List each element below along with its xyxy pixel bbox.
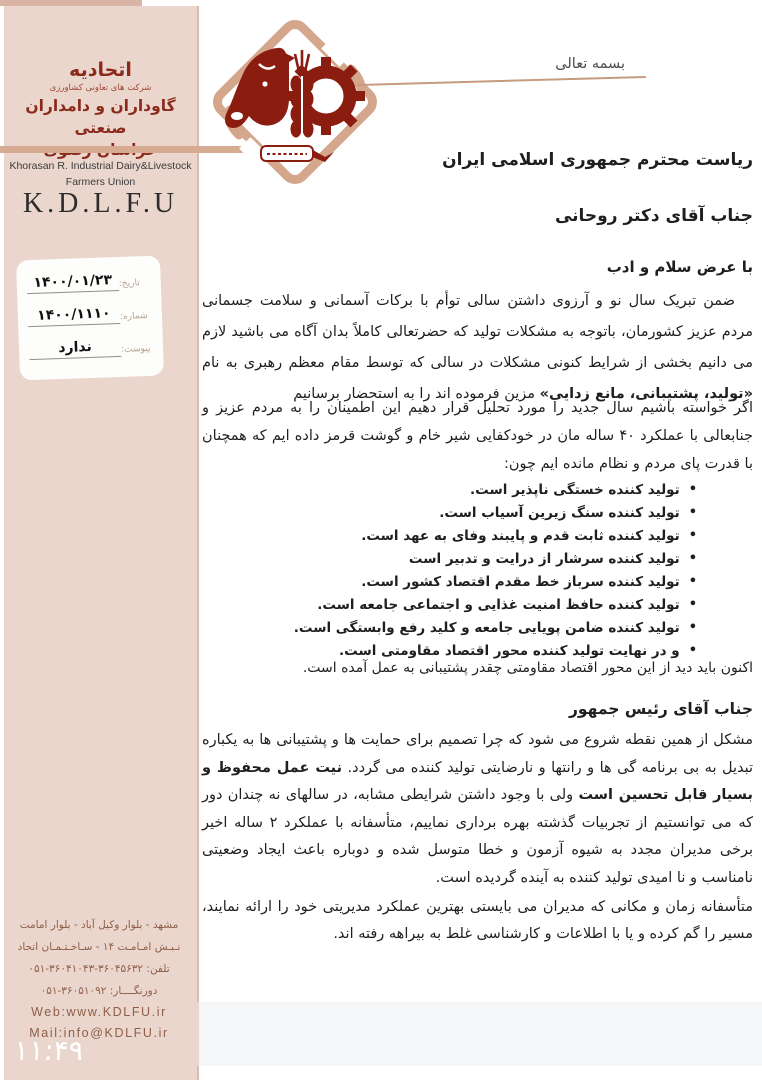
list-item — [202, 478, 697, 501]
contact-block — [6, 914, 192, 1044]
bullet-icon: • — [688, 643, 697, 658]
cow-head-icon — [225, 48, 295, 128]
paragraph-4-bold: نیت عمل محفوظ و بسیار قابل تحسین است — [202, 759, 753, 803]
list-item-text: و در نهایت تولید کننده محور اقتصاد مقاومتی است. — [339, 642, 680, 659]
recipient-title: ریاست محترم جمهوری اسلامی ایران — [442, 150, 753, 170]
paragraph-4-text: مشکل از همین نقطه شروع می شود که چرا تصمیم برای حمایت ها و پشتیبانی ها به یکباره تبدیل به بی برنامه گی ها و رانتها و نارضایتی تولید کننده می گردد. — [202, 732, 754, 776]
basmala-text: بسمه تعالی — [555, 56, 625, 72]
phone-label: تلفن: — [146, 963, 170, 975]
list-item-text: تولید کننده سنگ زیرین آسیاب است. — [439, 504, 680, 521]
list-item-text: تولید کننده سرباز خط مقدم اقتصاد کشور است. — [361, 573, 680, 590]
fax-number: ۰۵۱-۳۶۰۵۱۰۹۲ — [40, 985, 107, 997]
bullet-icon: • — [688, 620, 697, 635]
wheat-icon — [291, 50, 314, 138]
paragraph-5: متأسفانه زمان و مکانی که مدیران می بایستی بهترین عملکرد مدیریتی خود را ارائه نمایند، مسیر را گم کرده و یا با اطلاعات و کارشناسی غلط به بیراهه رفته اند. — [202, 899, 753, 942]
paragraph-1-tail: مزین فرموده اند را به استحضار برسانیم — [293, 386, 540, 402]
list-item-text: تولید کننده ثابت قدم و پایبند وفای به عهد است. — [361, 527, 680, 544]
number-label: شماره: — [119, 310, 148, 322]
website-url: Web:www.KDLFU.ir — [31, 1005, 167, 1019]
bullet-icon: • — [688, 482, 697, 497]
union-english-line1: Khorasan R. Industrial Dairy&Livestock — [9, 160, 192, 172]
list-item-text: تولید کننده حافظ امنیت غذایی و اجتماعی جامعه است. — [317, 596, 680, 613]
attachment-label: پیوست: — [120, 343, 151, 355]
list-item-text: تولید کننده ضامن پویایی جامعه و کلید رفع وابستگی است. — [293, 619, 680, 636]
union-abbreviation: K.D.L.F.U — [22, 188, 179, 219]
paragraph-1-text: ضمن تبریک سال نو و آرزوی داشتن سالی توأم با برکات آسمانی و سلامت جسمانی مردم عزیز کشورمان، باتوجه به مشکلات تولید که حضرتعالی کاملاً بدان آگاه می باشید لازم می دانیم بخشی از شرایط کنونی مشکلات در سالی که توسط مقام معظم رهبری به نام — [202, 293, 753, 371]
paragraph-2: اگر خواسته باشیم سال جدید را مورد تحلیل قرار دهیم این اطمینان را به مردم عزیز و جنابعالی با عملکرد ۴۰ ساله مان در خودکفایی شیر خام و گوشت قرمز داده ایم که همچنان با قدرت پای مردم و نظام مانده ایم چون: — [202, 400, 753, 472]
bullet-icon: • — [688, 574, 697, 589]
paragraph-4 — [202, 727, 753, 892]
union-line2: گاوداران و دامداران صنعتی — [25, 97, 176, 137]
list-item — [202, 501, 697, 524]
paragraph-1 — [202, 286, 753, 410]
address-line1: مشهد - بلوار وکیل آباد - بلوار امامت — [19, 919, 179, 931]
phone-line — [6, 958, 192, 980]
stamp-date-row — [26, 270, 151, 294]
date-number-stamp — [16, 256, 164, 381]
list-item — [202, 570, 697, 593]
date-value: ۱۴۰۰/۰۱/۲۳ — [26, 271, 119, 294]
email-address: Mail:info@KDLFU.ir — [29, 1026, 169, 1040]
number-value: ۱۴۰۰/۱۱۱۰ — [28, 304, 121, 327]
list-item — [202, 524, 697, 547]
stamp-number-row — [28, 303, 153, 327]
fax-label: دورنگــــار: — [109, 985, 158, 997]
letterhead-rule-right — [358, 76, 646, 86]
union-english-line2: Farmers Union — [65, 176, 136, 188]
scan-shadow — [197, 1002, 762, 1066]
bullet-icon: • — [688, 551, 697, 566]
list-item — [202, 616, 697, 639]
list-item — [202, 547, 697, 570]
attachment-value: ندارد — [29, 337, 122, 360]
bullet-icon: • — [688, 528, 697, 543]
union-word: اتحادیه — [69, 59, 132, 81]
paragraph-4-tail: ولی با وجود داشتن شرایطی مشابه، در سالهای نه چندان دور که می توانستیم از تجربیات گذشته بهره برداری نماییم، متأسفانه با عملکرد ۲ ساله اخیر برخی مدیران مجدد به شیوه آزمون و خطا متوسل شده و دوباره باعث ایجاد وضعیتی نامناسب و نا امیدی تولید کننده به آینده گردیده است. — [202, 787, 753, 886]
date-label: تاریخ: — [118, 278, 140, 289]
list-item — [202, 593, 697, 616]
top-left-strip — [0, 0, 142, 6]
fax-line — [6, 980, 192, 1002]
paragraph-1-slogan: «تولید، پشتیبانی، مانع زدایی» — [539, 386, 753, 402]
bullet-icon: • — [688, 597, 697, 612]
list-item-text: تولید کننده خستگی ناپذیر است. — [470, 481, 680, 498]
paragraph-3: اکنون باید دید از این محور اقتصاد مقاومتی چقدر پشتیبانی به عمل آمده است. — [302, 660, 753, 676]
salutation: با عرض سلام و ادب — [606, 258, 753, 276]
producer-bullet-list — [202, 478, 753, 662]
address-line2: نـبـش امـامـت ۱۴ - سـاخـتـمـان اتحاد — [17, 941, 181, 953]
union-subtitle: شرکت های تعاونی کشاورزی — [49, 83, 152, 93]
recipient-name: جناب آقای دکتر روحانی — [554, 206, 753, 226]
clock-overlay: ۱۱:۴۹ — [12, 1034, 86, 1067]
second-heading: جناب آقای رئیس جمهور — [569, 700, 753, 718]
stamp-attachment-row — [29, 336, 154, 360]
phone-number: ۰۵۱-۳۶۰۴۱۰۴۳-۳۶۰۴۵۶۳۲ — [28, 963, 144, 975]
bullet-icon: • — [688, 505, 697, 520]
union-english-name — [4, 158, 197, 190]
list-item-text: تولید کننده سرشار از درایت و تدبیر است — [408, 550, 680, 567]
